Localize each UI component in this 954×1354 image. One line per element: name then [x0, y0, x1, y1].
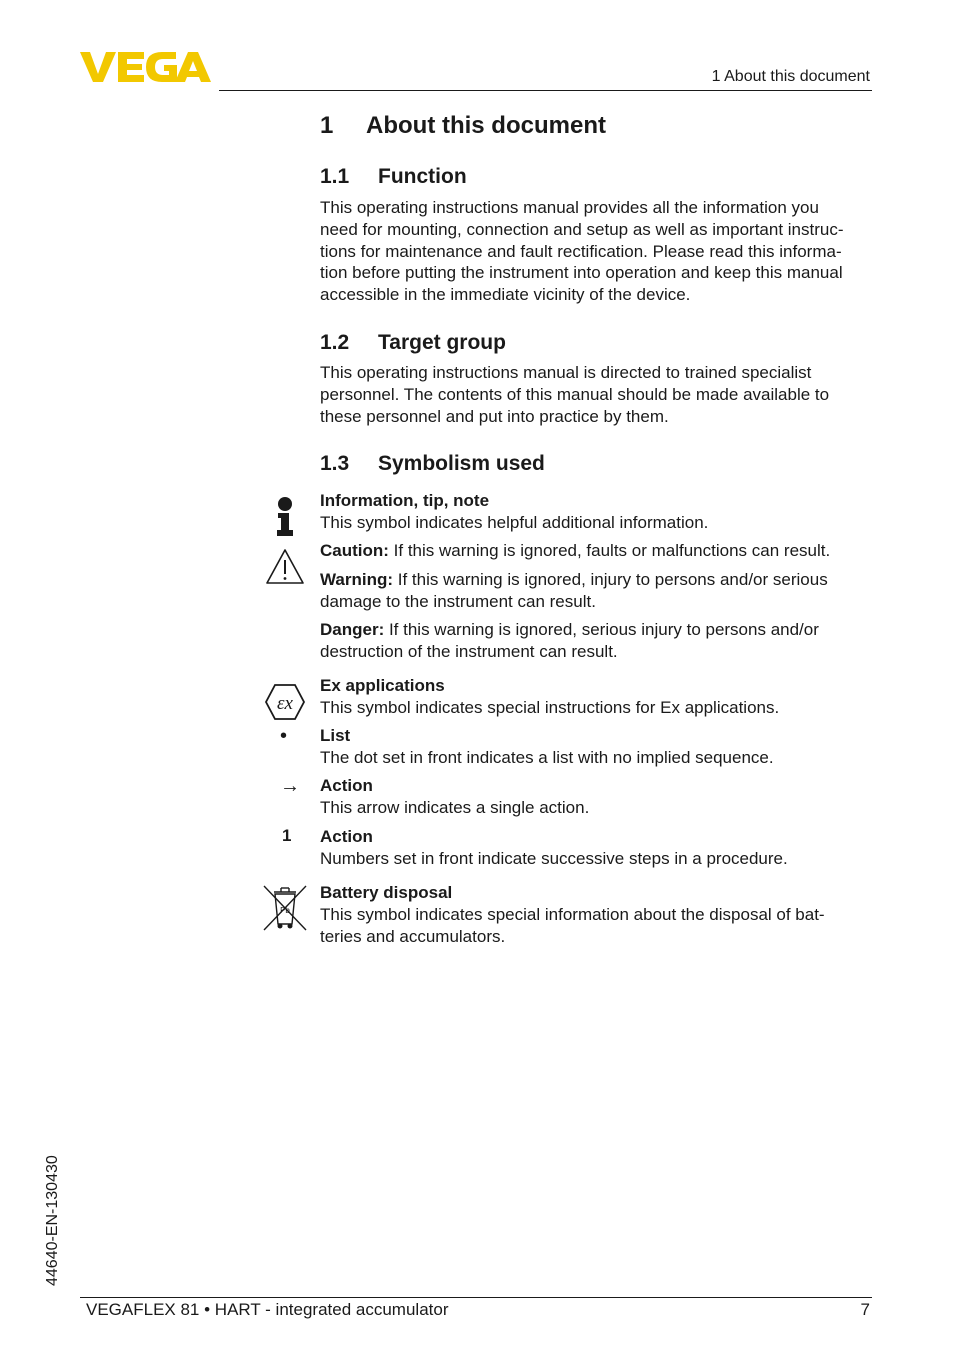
action-title: Action [320, 776, 373, 795]
info-text: This symbol indicates helpful additional information. [320, 512, 709, 532]
battery-title: Battery disposal [320, 883, 453, 902]
paragraph-line: tions for maintenance and fault rectification. Please read this informa- [320, 241, 842, 261]
warning-triangle-icon [265, 548, 305, 586]
info-icon [274, 496, 296, 538]
paragraph-line: need for mounting, connection and setup as well as important instruc- [320, 219, 844, 239]
list-entry [320, 725, 880, 769]
chapter-number: 1 [320, 112, 334, 139]
info-entry [320, 490, 880, 534]
section-number: 1.3 [320, 452, 350, 475]
danger-text: If this warning is ignored, serious injury to persons and/or [384, 620, 819, 639]
paragraph-line: these personnel and put into practice by them. [320, 406, 669, 426]
ex-entry [320, 675, 880, 719]
danger-text-cont: destruction of the instrument can result. [320, 641, 618, 661]
caution-label: Caution: [320, 541, 389, 560]
paragraph-line: accessible in the immediate vicinity of the device. [320, 285, 691, 305]
steps-entry [320, 826, 880, 870]
steps-text: Numbers set in front indicate successive steps in a procedure. [320, 848, 788, 868]
warning-text: If this warning is ignored, injury to persons and/or serious [393, 570, 828, 589]
document-code: 44640-EN-130430 [44, 1155, 61, 1286]
header-divider [219, 90, 872, 91]
paragraph-line: This operating instructions manual provides all the information you [320, 198, 819, 217]
chapter-title: About this document [366, 112, 606, 139]
danger-label: Danger: [320, 620, 385, 639]
action-text: This arrow indicates a single action. [320, 797, 590, 817]
page-number: 7 [860, 1300, 870, 1319]
list-text: The dot set in front indicates a list with no implied sequence. [320, 747, 774, 767]
list-title: List [320, 726, 351, 745]
warning-label: Warning: [320, 570, 394, 589]
bullet-icon: • [280, 725, 288, 747]
battery-entry [320, 882, 880, 947]
footer-product: VEGAFLEX 81 • HART - integrated accumulator [86, 1300, 449, 1319]
section-heading-symbolism [320, 452, 545, 476]
warning-entry [320, 569, 880, 613]
svg-text:Pb: Pb [280, 906, 290, 915]
chapter-heading [320, 112, 606, 140]
running-header: 1 About this document [711, 68, 870, 85]
battery-text: This symbol indicates special information about the disposal of bat- [320, 904, 825, 924]
ex-hexagon-icon [264, 683, 306, 721]
function-paragraph [320, 197, 880, 306]
caution-text: If this warning is ignored, faults or malfunctions can result. [388, 541, 831, 560]
section-title: Symbolism used [378, 452, 545, 475]
section-number: 1.2 [320, 331, 350, 354]
step-number: 1 [282, 826, 292, 845]
warning-text-cont: damage to the instrument can result. [320, 591, 596, 611]
target-group-paragraph [320, 362, 880, 427]
paragraph-line: tion before putting the instrument into operation and keep this manual [320, 263, 843, 283]
section-number: 1.1 [320, 165, 350, 188]
svg-text:εx: εx [277, 693, 293, 714]
action-entry [320, 775, 880, 819]
vega-logo [80, 50, 212, 84]
paragraph-line: personnel. The contents of this manual should be made available to [320, 384, 830, 404]
crossed-bin-icon [262, 884, 308, 932]
footer-divider [80, 1297, 872, 1298]
arrow-right-icon: → [280, 775, 300, 797]
ex-text: This symbol indicates special instructions for Ex applications. [320, 697, 780, 717]
caution-entry [320, 540, 880, 562]
section-title: Target group [378, 331, 506, 354]
section-heading-target-group [320, 331, 506, 355]
section-title: Function [378, 165, 467, 188]
info-title: Information, tip, note [320, 491, 490, 510]
battery-text-cont: teries and accumulators. [320, 926, 506, 946]
section-heading-function [320, 165, 467, 189]
steps-title: Action [320, 827, 373, 846]
danger-entry [320, 619, 880, 663]
paragraph-line: This operating instructions manual is directed to trained specialist [320, 363, 812, 382]
ex-title: Ex applications [320, 676, 445, 695]
